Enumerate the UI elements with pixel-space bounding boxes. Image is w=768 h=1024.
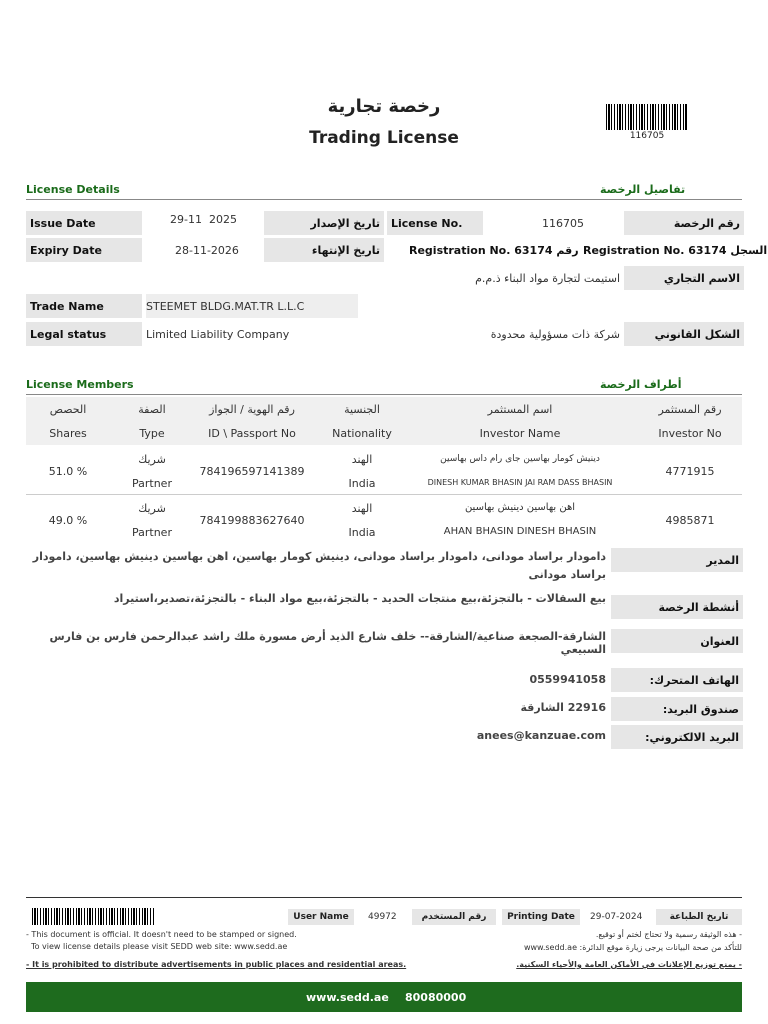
header-shares-ar: الحصص	[49, 403, 87, 416]
header-nationality-ar: الجنسية	[344, 403, 380, 416]
user-name-label: User Name	[288, 909, 354, 925]
user-name-label-ar: رقم المستخدم	[412, 909, 496, 925]
address-label: العنوان	[611, 629, 743, 653]
warning-en: - It is prohibited to distribute advertisements in public places and residential areas.	[26, 960, 407, 969]
address-value: الشارقة-الصجعة صناعية/الشارقة-- خلف شارع الذيد أرض مسورة ملك راشد عبدالرحمن فارس بن فارس السبيعي	[49, 630, 606, 656]
issue-date-label: Issue Date	[26, 211, 142, 235]
mobile-label: الهاتف المتحرك:	[611, 668, 743, 692]
member-2-investor-no: 4985871	[665, 514, 715, 527]
mobile-value: 0559941058	[529, 673, 606, 686]
page-title-ar: رخصة تجارية	[327, 96, 441, 117]
member-2-name: AHAN BHASIN DINESH BHASIN	[443, 526, 597, 537]
member-1-type-ar: شريك	[138, 453, 166, 466]
license-details-title-ar: تفاصيل الرخصة	[600, 183, 686, 196]
issue-date-label-ar: تاريخ الإصدار	[264, 211, 384, 235]
member-2-nationality-ar: الهند	[351, 502, 373, 515]
trade-name-label: Trade Name	[26, 294, 142, 318]
note-official-ar: - هذه الوثيقة رسمية ولا تحتاج لختم أو توقيع.	[595, 930, 742, 939]
header-id-ar: رقم الهوية / الجواز	[209, 403, 295, 416]
header-investor-no-ar: رقم المستثمر	[658, 403, 722, 416]
legal-status-label: Legal status	[26, 322, 142, 346]
member-2-name-ar: اهن بهاسين دينيش بهاسين	[464, 502, 576, 513]
barcode-image	[606, 104, 688, 130]
trade-name-label-ar: الاسم التجاري	[624, 266, 744, 290]
registration-no-label: Registration No. 63174 رقم	[409, 243, 579, 257]
issue-date-value: 29-11 2025	[170, 212, 237, 226]
license-details-title: License Details	[26, 183, 120, 196]
barcode-number: 116705	[629, 131, 665, 141]
legal-status-value-ar: شركة ذات مسؤولية محدودة	[490, 327, 620, 341]
header-type: Type	[139, 427, 165, 440]
trade-name-value: STEEMET BLDG.MAT.TR L.L.C	[146, 294, 358, 318]
license-no-value: 116705	[542, 216, 584, 230]
legal-status-value: Limited Liability Company	[146, 327, 290, 341]
registration-no-label-ar: Registration No. 63174 السجل	[583, 243, 768, 257]
license-no-label-ar: رقم الرخصة	[624, 211, 744, 235]
member-2-nationality: India	[348, 526, 376, 539]
email-label: البريد الالكتروني:	[611, 725, 743, 749]
license-members-title: License Members	[26, 378, 134, 391]
pobox-value: 22916 الشارقة	[520, 701, 606, 714]
member-1-name-ar: دينيش كومار بهاسين جاى رام داس بهاسين	[440, 454, 600, 464]
warning-ar: - يمنع توزيع الإعلانات في الأماكن العامة والأحياء السكنية.	[516, 960, 742, 969]
header-investor-name: Investor Name	[479, 427, 561, 440]
activities-value: بيع السقالات - بالتجزئة،بيع منتجات الحديد - بالتجزئة،بيع مواد البناء - بالتجزئة،تصدير،استيراد	[113, 592, 606, 605]
manager-value: دامودار براساد مودانى، دامودار براساد مودانى، دينيش كومار بهاسين، اهن بهاسين دينيش بهاسين، دامودار براساد مودانى	[32, 550, 606, 581]
member-1-investor-no: 4771915	[665, 465, 715, 478]
header-type-ar: الصفة	[138, 403, 166, 416]
footer-website[interactable]: www.sedd.ae	[306, 991, 389, 1004]
expiry-date-value: 28-11-2026	[175, 243, 239, 257]
member-1-nationality: India	[348, 477, 376, 490]
legal-status-label-ar: الشكل القانوني	[624, 322, 744, 346]
header-nationality: Nationality	[332, 427, 392, 440]
printing-date-label: Printing Date	[502, 909, 580, 925]
expiry-date-label-ar: تاريخ الإنتهاء	[264, 238, 384, 262]
footer-divider	[26, 897, 742, 898]
user-name-value: 49972	[368, 912, 397, 922]
note-website-en: To view license details please visit SEDD web site: www.sedd.ae	[26, 942, 288, 951]
header-investor-name-ar: اسم المستثمر	[487, 403, 553, 416]
member-2-id: 784199883627640	[199, 514, 305, 527]
header-shares: Shares	[49, 427, 87, 440]
header-investor-no: Investor No	[658, 427, 722, 440]
member-1-id: 784196597141389	[199, 465, 305, 478]
section-divider	[26, 199, 742, 200]
member-1-name: DINESH KUMAR BHASIN JAI RAM DASS BHASIN	[427, 478, 613, 487]
member-1-shares: 51.0 %	[48, 465, 88, 478]
manager-label: المدير	[611, 548, 743, 572]
printing-date-label-ar: تاريخ الطباعة	[656, 909, 742, 925]
member-2-shares: 49.0 %	[48, 514, 88, 527]
page-title-en: Trading License	[309, 128, 459, 148]
note-website-ar: للتأكد من صحة البيانات يرجى زيارة موقع الدائرة: www.sedd.ae	[523, 943, 742, 952]
member-1-type: Partner	[132, 477, 172, 490]
note-official-en: - This document is official. It doesn't need to be stamped or signed.	[26, 930, 297, 939]
header-id: ID \ Passport No	[208, 427, 296, 440]
member-1-nationality-ar: الهند	[351, 453, 373, 466]
trade-name-value-ar: استيمت لتجارة مواد البناء ذ.م.م	[475, 271, 620, 285]
license-no-label: License No.	[387, 211, 483, 235]
section-divider	[26, 394, 742, 395]
expiry-date-label: Expiry Date	[26, 238, 142, 262]
email-value: anees@kanzuae.com	[476, 729, 606, 742]
license-members-title-ar: أطراف الرخصة	[600, 378, 682, 391]
activities-label: أنشطة الرخصة	[611, 595, 743, 619]
printing-date-value: 29-07-2024	[590, 912, 643, 922]
member-2-type-ar: شريك	[138, 502, 166, 515]
member-2-type: Partner	[132, 526, 172, 539]
footer-barcode	[32, 908, 154, 925]
footer-phone[interactable]: 80080000	[405, 991, 467, 1004]
row-divider	[26, 494, 742, 495]
pobox-label: صندوق البريد:	[611, 697, 743, 721]
